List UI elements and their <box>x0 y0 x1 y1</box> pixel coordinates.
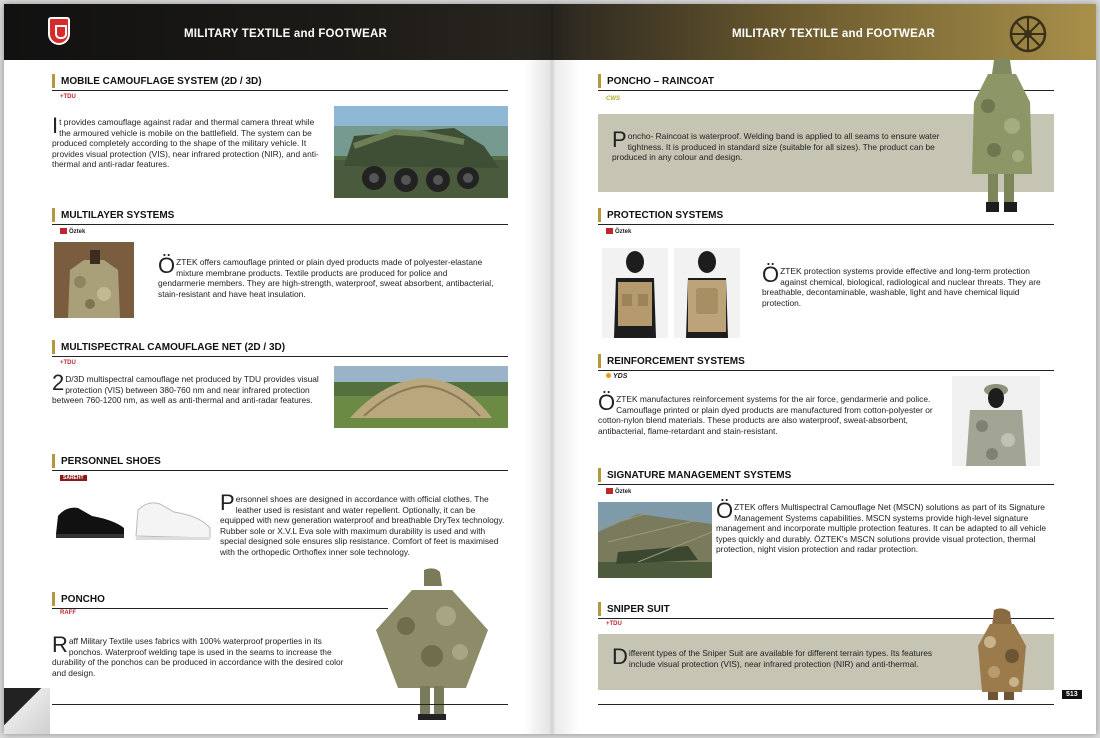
section-title-multispectral-net: MULTISPECTRAL CAMOUFLAGE NET (2D / 3D) <box>52 342 285 353</box>
section-body-personnel-shoes <box>220 490 510 558</box>
section-body-reinforcement-systems <box>598 390 938 436</box>
section-body-multispectral-net <box>52 370 328 406</box>
section-title-sniper-suit: SNIPER SUIT <box>598 604 670 615</box>
brand-oztek-logo: Öztek <box>606 488 631 495</box>
body-text: oncho- Raincoat is waterproof. Welding band is applied to all seams to ensure water tightness. It is produced in standard size (suitable for all sizes). The product can be produced in any colour and design. <box>612 131 940 163</box>
dropcap: R <box>52 632 68 657</box>
armoured-vehicle-photo <box>334 106 508 198</box>
section-rule <box>598 484 1054 485</box>
dropcap: Ö <box>716 498 734 523</box>
section-body-protection-systems <box>762 262 1046 308</box>
brand-raff-logo: RAFF <box>60 610 76 616</box>
section-body-signature-management <box>716 498 1048 555</box>
body-text: D/3D multispectral camouflage net produced by TDU provides visual protection (VIS) between 380-760 nm and near infrared protection between 760-1200 nm, as well as anti-thermal and anti-radar features. <box>52 374 319 406</box>
section-body-poncho-raincoat <box>612 127 968 163</box>
magazine-spread <box>4 4 1096 734</box>
brand-yds-logo: YDS <box>606 373 627 380</box>
brand-tdu-logo: + TDU <box>606 621 622 627</box>
body-text: t provides camouflage against radar and thermal camera threat while the armoured vehicle is mobile on the battlefield. The system can be produced completely according to the shape of the military vehicle. It provides visual protection (VIS), near infrared protection (NIR), and anti-thermal and anti-radar features. <box>52 117 319 170</box>
brand-tdu-logo: + TDU <box>60 360 76 366</box>
reinforcement-uniform-photo <box>952 376 1040 466</box>
section-rule <box>52 470 508 471</box>
body-text: ZTEK offers Multispectral Camouflage Net (MSCN) solutions as part of its Signature Management Systems capabilities. MSCN systems provide high-level signature management and incorporate multiple protection features. It can be adapted to all vehicle types quickly and durably. ÖZTEK's MSCN solutions provide visual protection, thermal protection, night vision protection and radar protection. <box>716 502 1047 555</box>
body-text: aff Military Textile uses fabrics with 100% waterproof properties in its ponchos. Waterproof welding tape is used in the seams to increase the durability of the ponchos can be produced in accordance with the desired color and design. <box>52 636 344 678</box>
shield-logo-icon <box>48 17 70 45</box>
poncho-soldier-photo <box>372 566 492 724</box>
section-title-poncho: PONCHO <box>52 594 105 605</box>
sniper-ghillie-suit-photo <box>970 606 1032 702</box>
section-title-multilayer: MULTILAYER SYSTEMS <box>52 210 174 221</box>
dropcap: D <box>612 644 628 669</box>
dropcap: 2 <box>52 370 65 395</box>
page-bottom-rule <box>598 704 1054 705</box>
page-bottom-rule <box>52 704 508 705</box>
brand-tdu-logo: + TDU <box>60 94 76 100</box>
dropcap: P <box>612 127 627 152</box>
brand-cws-logo: CWS <box>606 96 620 102</box>
brand-oztek-logo: Öztek <box>606 228 631 235</box>
section-title-personnel-shoes: PERSONNEL SHOES <box>52 456 161 467</box>
body-text: ZTEK protection systems provide effective and long-term protection against chemical, biological, radiological and nuclear threats. They are breathable, decontaminable, washable, light and have chemical liquid protection. <box>762 266 1041 308</box>
left-header-title: MILITARY TEXTILE and FOOTWEAR <box>184 28 387 40</box>
right-page <box>550 4 1096 734</box>
body-text: ZTEK offers camouflage printed or plain dyed products made of polyester-elastane mixture membrane products. Textile products are produced for police and gendarmerie members. They are high-strength, waterproof, sweat absorbent, antibacterial, stain-resistant and have heat insulation. <box>158 257 494 299</box>
camouflage-jacket-photo <box>54 242 134 318</box>
dropcap: Ö <box>158 253 176 278</box>
protection-vest-photo-2 <box>674 248 740 338</box>
shoes-photo <box>52 494 212 546</box>
right-header-banner <box>550 4 1096 60</box>
section-rule <box>598 370 1054 371</box>
section-title-mobile-camouflage: MOBILE CAMOUFLAGE SYSTEM (2D / 3D) <box>52 76 262 87</box>
body-text: ifferent types of the Sniper Suit are available for different terrain types. Its features include visual protection (VIS), near infrared protection (NIR) and anti-thermal. <box>628 648 933 669</box>
section-body-multilayer <box>158 253 494 299</box>
left-header-banner <box>4 4 550 60</box>
protection-vest-photo-1 <box>602 248 668 338</box>
section-rule <box>52 356 508 357</box>
section-rule <box>52 608 388 609</box>
raincoat-soldier-photo <box>964 56 1040 216</box>
body-text: ersonnel shoes are designed in accordance with official clothes. The leather used is resistant and water repellent. Optionally, it can be equipped with new generation waterproof and breathable DryTex technology. Rubber sole or X.V.L Eva sole with maximum durability is used and with special designed sole ensures slip resistance. Comfort of feet is maximised with the orthopedic Orthoflex inner sole technology. <box>220 494 505 557</box>
page-curl-corner[interactable] <box>4 688 50 734</box>
section-title-signature-management: SIGNATURE MANAGEMENT SYSTEMS <box>598 470 791 481</box>
section-body-sniper-suit <box>612 644 952 669</box>
brand-oztek-logo: Öztek <box>60 228 85 235</box>
section-title-protection-systems: PROTECTION SYSTEMS <box>598 210 723 221</box>
section-rule <box>52 90 508 91</box>
body-text: ZTEK manufactures reinforcement systems for the air force, gendarmerie and police. Camouflage printed or plain dyed products are manufactured from cotton-polyester or cotton-nylon blend materials. These products are also waterproof, sweat-absorbent, antibacterial, flame-retardant and stain-resistant. <box>598 394 933 436</box>
left-page <box>4 4 550 734</box>
dropcap: Ö <box>762 262 780 287</box>
section-body-mobile-camouflage <box>52 113 328 170</box>
section-rule <box>52 224 508 225</box>
wheel-emblem-icon <box>1008 14 1048 54</box>
section-rule <box>598 224 1054 225</box>
brand-saret-logo: SAREHT <box>60 475 87 481</box>
camouflage-net-photo <box>334 366 508 428</box>
section-title-reinforcement-systems: REINFORCEMENT SYSTEMS <box>598 356 745 367</box>
signature-net-vehicle-photo <box>598 502 712 578</box>
dropcap: Ö <box>598 390 616 415</box>
dropcap: P <box>220 490 235 515</box>
dropcap: I <box>52 113 59 138</box>
right-header-title: MILITARY TEXTILE and FOOTWEAR <box>732 28 935 40</box>
page-number: 513 <box>1062 690 1082 699</box>
section-body-poncho <box>52 632 348 678</box>
section-title-poncho-raincoat: PONCHO – RAINCOAT <box>598 76 714 87</box>
